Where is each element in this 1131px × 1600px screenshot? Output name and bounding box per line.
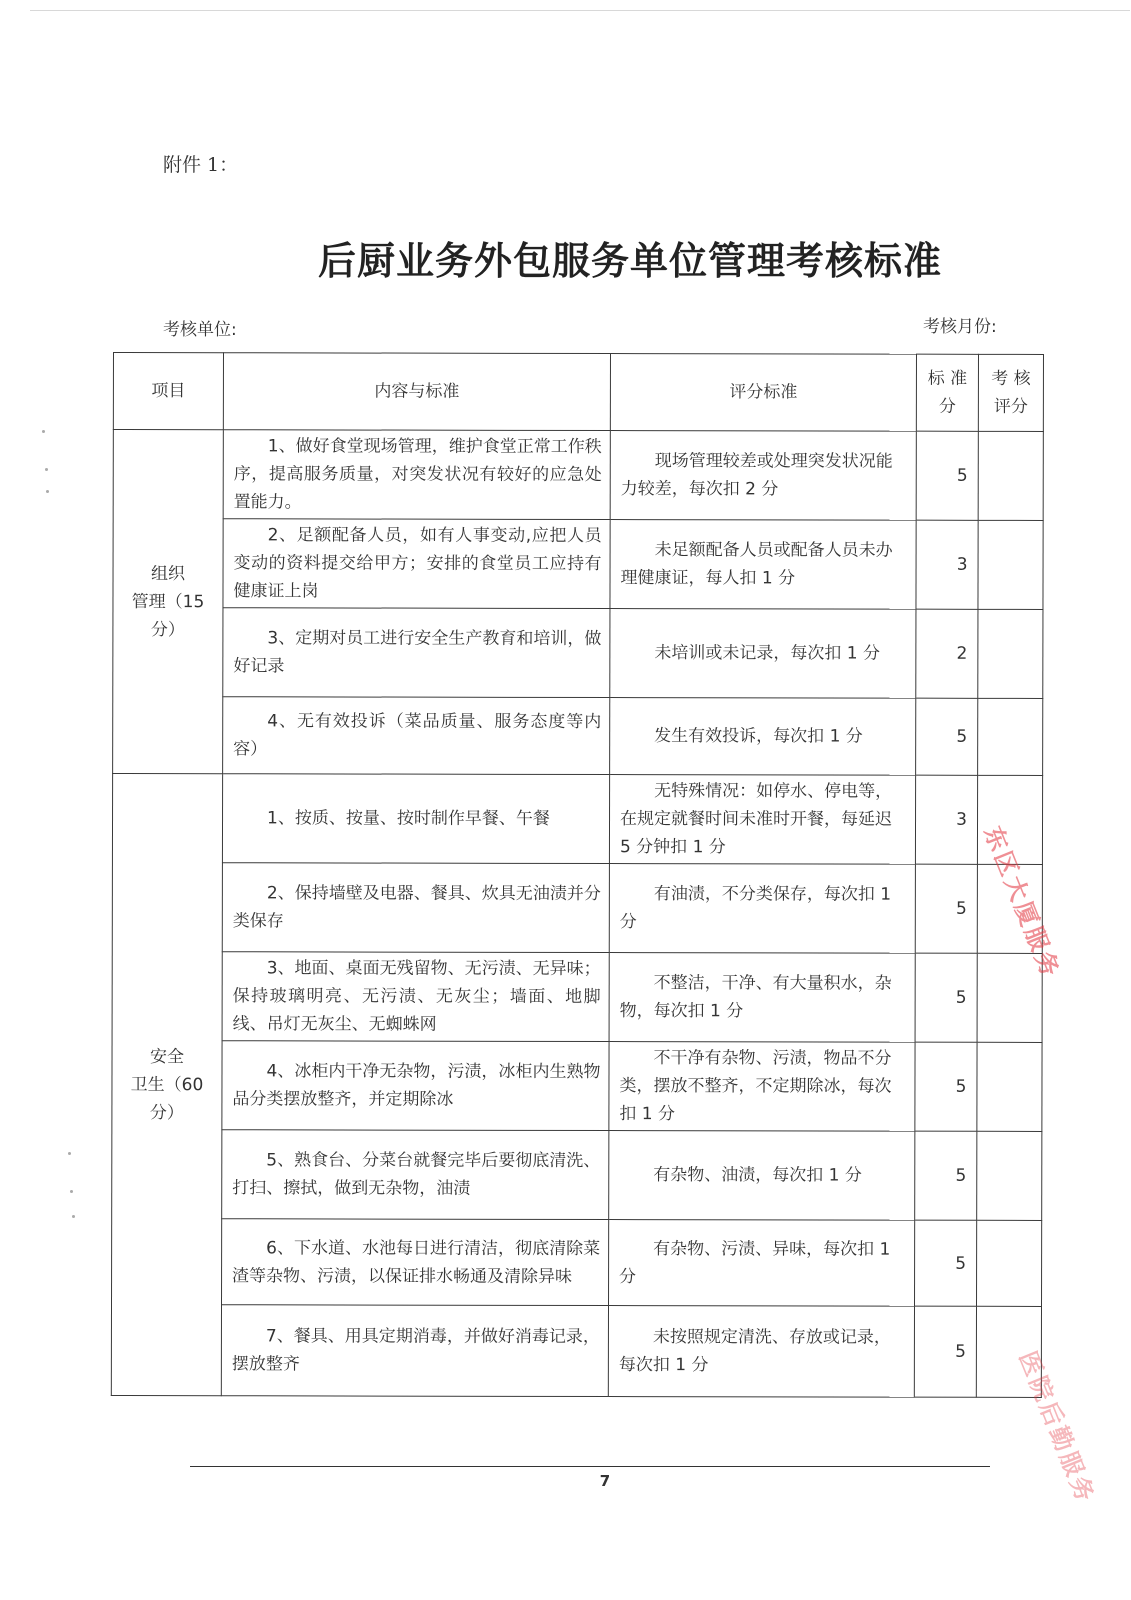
scan-speck bbox=[70, 1190, 73, 1193]
content-cell-text: 3、地面、桌面无残留物、无污渍、无异味；保持玻璃明亮、无污渍、无灰尘；墙面、地脚线、吊灯无灰尘、无蜘蛛网 bbox=[232, 958, 601, 1035]
scoring-rule-cell-text: 发生有效投诉，每次扣 1 分 bbox=[654, 726, 863, 747]
content-cell-text: 7、餐具、用具定期消毒，并做好消毒记录，摆放整齐 bbox=[231, 1326, 600, 1375]
content-cell-text: 1、做好食堂现场管理，维护食堂正常工作秩序，提高服务质量，对突发状况有较好的应急处置能力。 bbox=[233, 436, 602, 513]
red-stamp-seal: 东区大厦服务 bbox=[978, 822, 1066, 983]
content-cell-text: 3、定期对员工进行安全生产教育和培训，做好记录 bbox=[233, 628, 602, 677]
col-header-score bbox=[978, 354, 1043, 431]
scoring-rule-cell-text: 未培训或未记录，每次扣 1 分 bbox=[654, 643, 881, 664]
scoring-rule-cell bbox=[610, 609, 916, 699]
standard-score-cell: 3 bbox=[916, 520, 978, 609]
scan-speck bbox=[68, 1152, 71, 1155]
table-row bbox=[112, 1129, 1042, 1220]
table-row bbox=[112, 774, 1042, 865]
standard-score-cell: 5 bbox=[915, 864, 977, 953]
col-header-item: 项目 bbox=[113, 353, 223, 430]
scan-speck bbox=[46, 490, 49, 493]
table-row bbox=[112, 1218, 1042, 1306]
content-cell-text: 4、无有效投诉（菜品质量、服务态度等内容） bbox=[233, 711, 602, 760]
col-header-standard bbox=[916, 354, 978, 431]
table-row bbox=[113, 608, 1043, 699]
footer-rule bbox=[190, 1466, 990, 1467]
col-header-content: 内容与标准 bbox=[223, 353, 610, 431]
assessment-score-cell[interactable] bbox=[977, 1042, 1042, 1131]
scoring-rule-cell-text: 有杂物、污渍、异味，每次扣 1 分 bbox=[619, 1238, 891, 1287]
category-cell: 安全 卫生（60 分） bbox=[111, 774, 222, 1396]
table-row bbox=[112, 951, 1042, 1042]
assessment-unit-label: 考核单位: bbox=[163, 320, 237, 340]
col-header-score-line2: 评分 bbox=[993, 396, 1028, 417]
content-cell-text: 2、足额配备人员，如有人事变动,应把人员变动的资料提交给甲方；安排的食堂员工应持有健康证上岗 bbox=[233, 525, 602, 602]
table-header-row bbox=[113, 353, 1043, 432]
assessment-score-cell[interactable] bbox=[978, 609, 1043, 698]
scoring-rule-cell-text: 有杂物、油渍，每次扣 1 分 bbox=[653, 1165, 862, 1186]
scoring-rule-cell-text: 不干净有杂物、污渍，物品不分类，摆放不整齐，不定期除冰，每次扣 1 分 bbox=[619, 1048, 892, 1125]
scan-speck bbox=[72, 1215, 75, 1218]
content-cell bbox=[222, 774, 609, 864]
standard-score-cell: 2 bbox=[916, 609, 978, 698]
table-row bbox=[113, 697, 1043, 776]
table-row bbox=[112, 862, 1042, 953]
col-header-standard-line1: 标 准 bbox=[927, 368, 968, 389]
standard-score-cell: 5 bbox=[915, 953, 977, 1042]
standard-score-cell: 5 bbox=[916, 431, 978, 520]
table-row bbox=[113, 430, 1043, 521]
document-title: 后厨业务外包服务单位管理考核标准 bbox=[317, 239, 942, 283]
col-header-standard-line2: 分 bbox=[938, 396, 956, 417]
content-cell-text: 2、保持墙壁及电器、餐具、炊具无油渍并分类保存 bbox=[232, 883, 601, 932]
col-header-rule: 评分标准 bbox=[610, 354, 916, 432]
content-cell-text: 1、按质、按量、按时制作早餐、午餐 bbox=[267, 808, 550, 829]
assessment-month-label: 考核月份: bbox=[923, 317, 997, 337]
content-cell bbox=[222, 1219, 609, 1306]
scoring-rule-cell-text: 现场管理较差或处理突发状况能力较差，每次扣 2 分 bbox=[620, 451, 893, 500]
content-cell-text: 4、冰柜内干净无杂物，污渍，冰柜内生熟物品分类摆放整齐，并定期除冰 bbox=[232, 1061, 601, 1110]
content-cell bbox=[222, 1130, 609, 1220]
standard-score-cell: 5 bbox=[916, 698, 978, 775]
standard-score-cell: 5 bbox=[915, 1131, 977, 1220]
content-cell bbox=[223, 608, 610, 698]
content-cell bbox=[222, 952, 609, 1042]
attachment-label: 附件 1： bbox=[163, 154, 239, 176]
scoring-rule-cell bbox=[609, 775, 915, 865]
scoring-rule-cell bbox=[610, 698, 916, 776]
assessment-table bbox=[111, 352, 1044, 1398]
content-cell bbox=[223, 430, 610, 520]
content-cell bbox=[223, 697, 610, 775]
col-header-score-line1: 考 核 bbox=[991, 368, 1031, 389]
assessment-score-cell[interactable] bbox=[978, 698, 1043, 775]
category-cell: 组织 管理（15 分） bbox=[113, 430, 224, 774]
content-cell bbox=[222, 863, 609, 953]
scoring-rule-cell bbox=[608, 1306, 914, 1398]
scoring-rule-cell bbox=[610, 431, 916, 521]
scoring-rule-cell-text: 不整洁，干净、有大量积水，杂物，每次扣 1 分 bbox=[619, 973, 892, 1022]
scan-speck bbox=[45, 468, 48, 471]
scan-speck bbox=[42, 430, 45, 433]
scoring-rule-cell bbox=[610, 520, 916, 610]
table-row bbox=[111, 1304, 1041, 1397]
standard-score-cell: 5 bbox=[915, 1220, 977, 1306]
standard-score-cell: 5 bbox=[915, 1042, 977, 1131]
table-body bbox=[111, 430, 1043, 1398]
content-cell bbox=[223, 519, 610, 609]
scoring-rule-cell bbox=[609, 1042, 915, 1132]
scoring-rule-cell-text: 未足额配备人员或配备人员未办理健康证，每人扣 1 分 bbox=[620, 540, 893, 589]
assessment-score-cell[interactable] bbox=[978, 520, 1043, 609]
content-cell-text: 5、熟食台、分菜台就餐完毕后要彻底清洗、打扫、擦拭，做到无杂物，油渍 bbox=[232, 1150, 601, 1199]
page-number: 7 bbox=[599, 1472, 611, 1490]
standard-score-cell: 3 bbox=[915, 775, 977, 864]
scoring-rule-cell bbox=[609, 953, 915, 1043]
scoring-rule-cell-text: 有油渍，不分类保存，每次扣 1 分 bbox=[619, 884, 892, 933]
assessment-score-cell[interactable] bbox=[977, 1131, 1042, 1220]
content-cell bbox=[222, 1041, 609, 1131]
scoring-rule-cell-text: 未按照规定清洗、存放或记录，每次扣 1 分 bbox=[618, 1327, 891, 1376]
standard-score-cell: 5 bbox=[914, 1306, 976, 1397]
top-edge-line bbox=[30, 10, 1130, 11]
scoring-rule-cell-text: 无特殊情况：如停水、停电等，在规定就餐时间未准时开餐，每延迟 5 分钟扣 1 分 bbox=[619, 781, 893, 858]
assessment-score-cell[interactable] bbox=[978, 431, 1043, 520]
table-row bbox=[113, 519, 1043, 610]
content-cell-text: 6、下水道、水池每日进行清洁，彻底清除菜渣等杂物、污渍，以保证排水畅通及清除异味 bbox=[232, 1237, 601, 1287]
assessment-score-cell[interactable] bbox=[977, 1220, 1042, 1306]
red-stamp-seal-faint: 医院后勤服务 bbox=[1013, 1347, 1101, 1508]
table-row bbox=[112, 1040, 1042, 1131]
content-cell bbox=[221, 1305, 608, 1397]
scoring-rule-cell bbox=[609, 864, 915, 954]
scoring-rule-cell bbox=[609, 1220, 915, 1307]
scoring-rule-cell bbox=[609, 1131, 915, 1221]
